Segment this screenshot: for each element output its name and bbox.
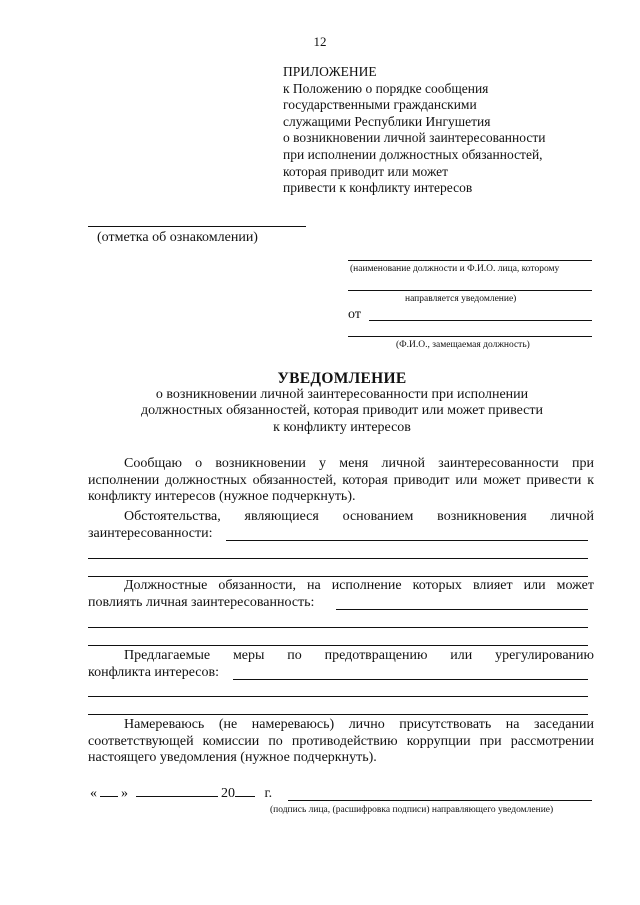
paragraph-5 xyxy=(88,717,594,767)
addressee-caption: (наименование должности и Ф.И.О. лица, которому xyxy=(350,264,560,274)
subtitle-line: к конфликту интересов xyxy=(273,419,411,435)
appendix-line: которая приводит или может xyxy=(283,163,449,179)
circumstances-line-1[interactable] xyxy=(226,540,588,541)
acknowledgement-line[interactable] xyxy=(88,226,306,227)
paragraph-5-text: Намереваюсь (не намереваюсь) лично присутствовать на заседании соответствующей комиссии по противодействию коррупции при рассмотрении настоящего уведомления (нужное подчеркнуть). xyxy=(88,717,594,765)
paragraph-1-text: Сообщаю о возникновении у меня личной заинтересованности при исполнении должностных обязанностей, которая приводит или может привести к конфликту интересов (нужное подчеркнуть). xyxy=(88,456,594,504)
appendix-line: привести к конфликту интересов xyxy=(283,180,473,196)
sender-line[interactable] xyxy=(369,320,592,321)
duties-line-3[interactable] xyxy=(88,645,588,646)
duties-line-1[interactable] xyxy=(336,609,588,610)
month-blank[interactable] xyxy=(136,796,218,797)
paragraph-3-text: Должностные обязанности, на исполнение которых влияет или может xyxy=(124,578,594,593)
acknowledgement-label: (отметка об ознакомлении) xyxy=(97,230,258,245)
paragraph-3-label: повлиять личная заинтересованность: xyxy=(88,595,315,610)
appendix-line: к Положению о порядке сообщения xyxy=(283,80,489,96)
addressee-line-2[interactable] xyxy=(348,290,592,291)
measures-line-2[interactable] xyxy=(88,696,588,697)
date-quote-open: « xyxy=(90,786,97,801)
appendix-line: ПРИЛОЖЕНИЕ xyxy=(283,64,377,79)
duties-line-2[interactable] xyxy=(88,627,588,628)
subtitle-line: должностных обязанностей, которая приводит или может привести xyxy=(140,403,544,419)
page-number: 12 xyxy=(313,34,327,49)
notice-subtitle xyxy=(0,387,640,436)
appendix-heading xyxy=(283,64,545,197)
paragraph-2 xyxy=(88,509,594,526)
paragraph-4-label: конфликта интересов: xyxy=(88,665,219,680)
appendix-line: при исполнении должностных обязанностей, xyxy=(283,146,543,162)
signature-caption: (подпись лица, (расшифровка подписи) направляющего уведомление) xyxy=(270,805,554,815)
appendix-line: о возникновении личной заинтересованности xyxy=(283,130,546,146)
year-blank[interactable] xyxy=(235,796,255,797)
addressee-caption-2: направляется уведомление) xyxy=(405,294,517,304)
circumstances-line-2[interactable] xyxy=(88,558,588,559)
day-blank[interactable] xyxy=(100,796,118,797)
notice-title: УВЕДОМЛЕНИЕ xyxy=(277,370,407,387)
paragraph-4-text: Предлагаемые меры по предотвращению или урегулированию xyxy=(124,648,594,663)
paragraph-3 xyxy=(88,578,594,595)
paragraph-2-text: Обстоятельства, являющиеся основанием возникновения личной xyxy=(124,509,594,524)
year-suffix: г. xyxy=(264,786,273,801)
sender-line-2[interactable] xyxy=(348,336,592,337)
paragraph-1 xyxy=(88,456,594,506)
signature-line[interactable] xyxy=(288,800,592,801)
subtitle-line: о возникновении личной заинтересованности при исполнении xyxy=(155,387,529,402)
circumstances-line-3[interactable] xyxy=(88,576,588,577)
appendix-line: государственными гражданскими xyxy=(283,97,477,113)
measures-line-3[interactable] xyxy=(88,714,588,715)
measures-line-1[interactable] xyxy=(233,679,588,680)
paragraph-2-label: заинтересованности: xyxy=(88,526,213,541)
sender-caption: (Ф.И.О., замещаемая должность) xyxy=(396,340,530,350)
date-field xyxy=(90,786,272,802)
addressee-line[interactable] xyxy=(348,260,592,261)
year-prefix: 20 xyxy=(221,786,235,801)
appendix-line: служащими Республики Ингушетия xyxy=(283,113,491,129)
date-quote-close: » xyxy=(121,786,128,801)
from-label: от xyxy=(348,307,361,322)
paragraph-4 xyxy=(88,648,594,665)
